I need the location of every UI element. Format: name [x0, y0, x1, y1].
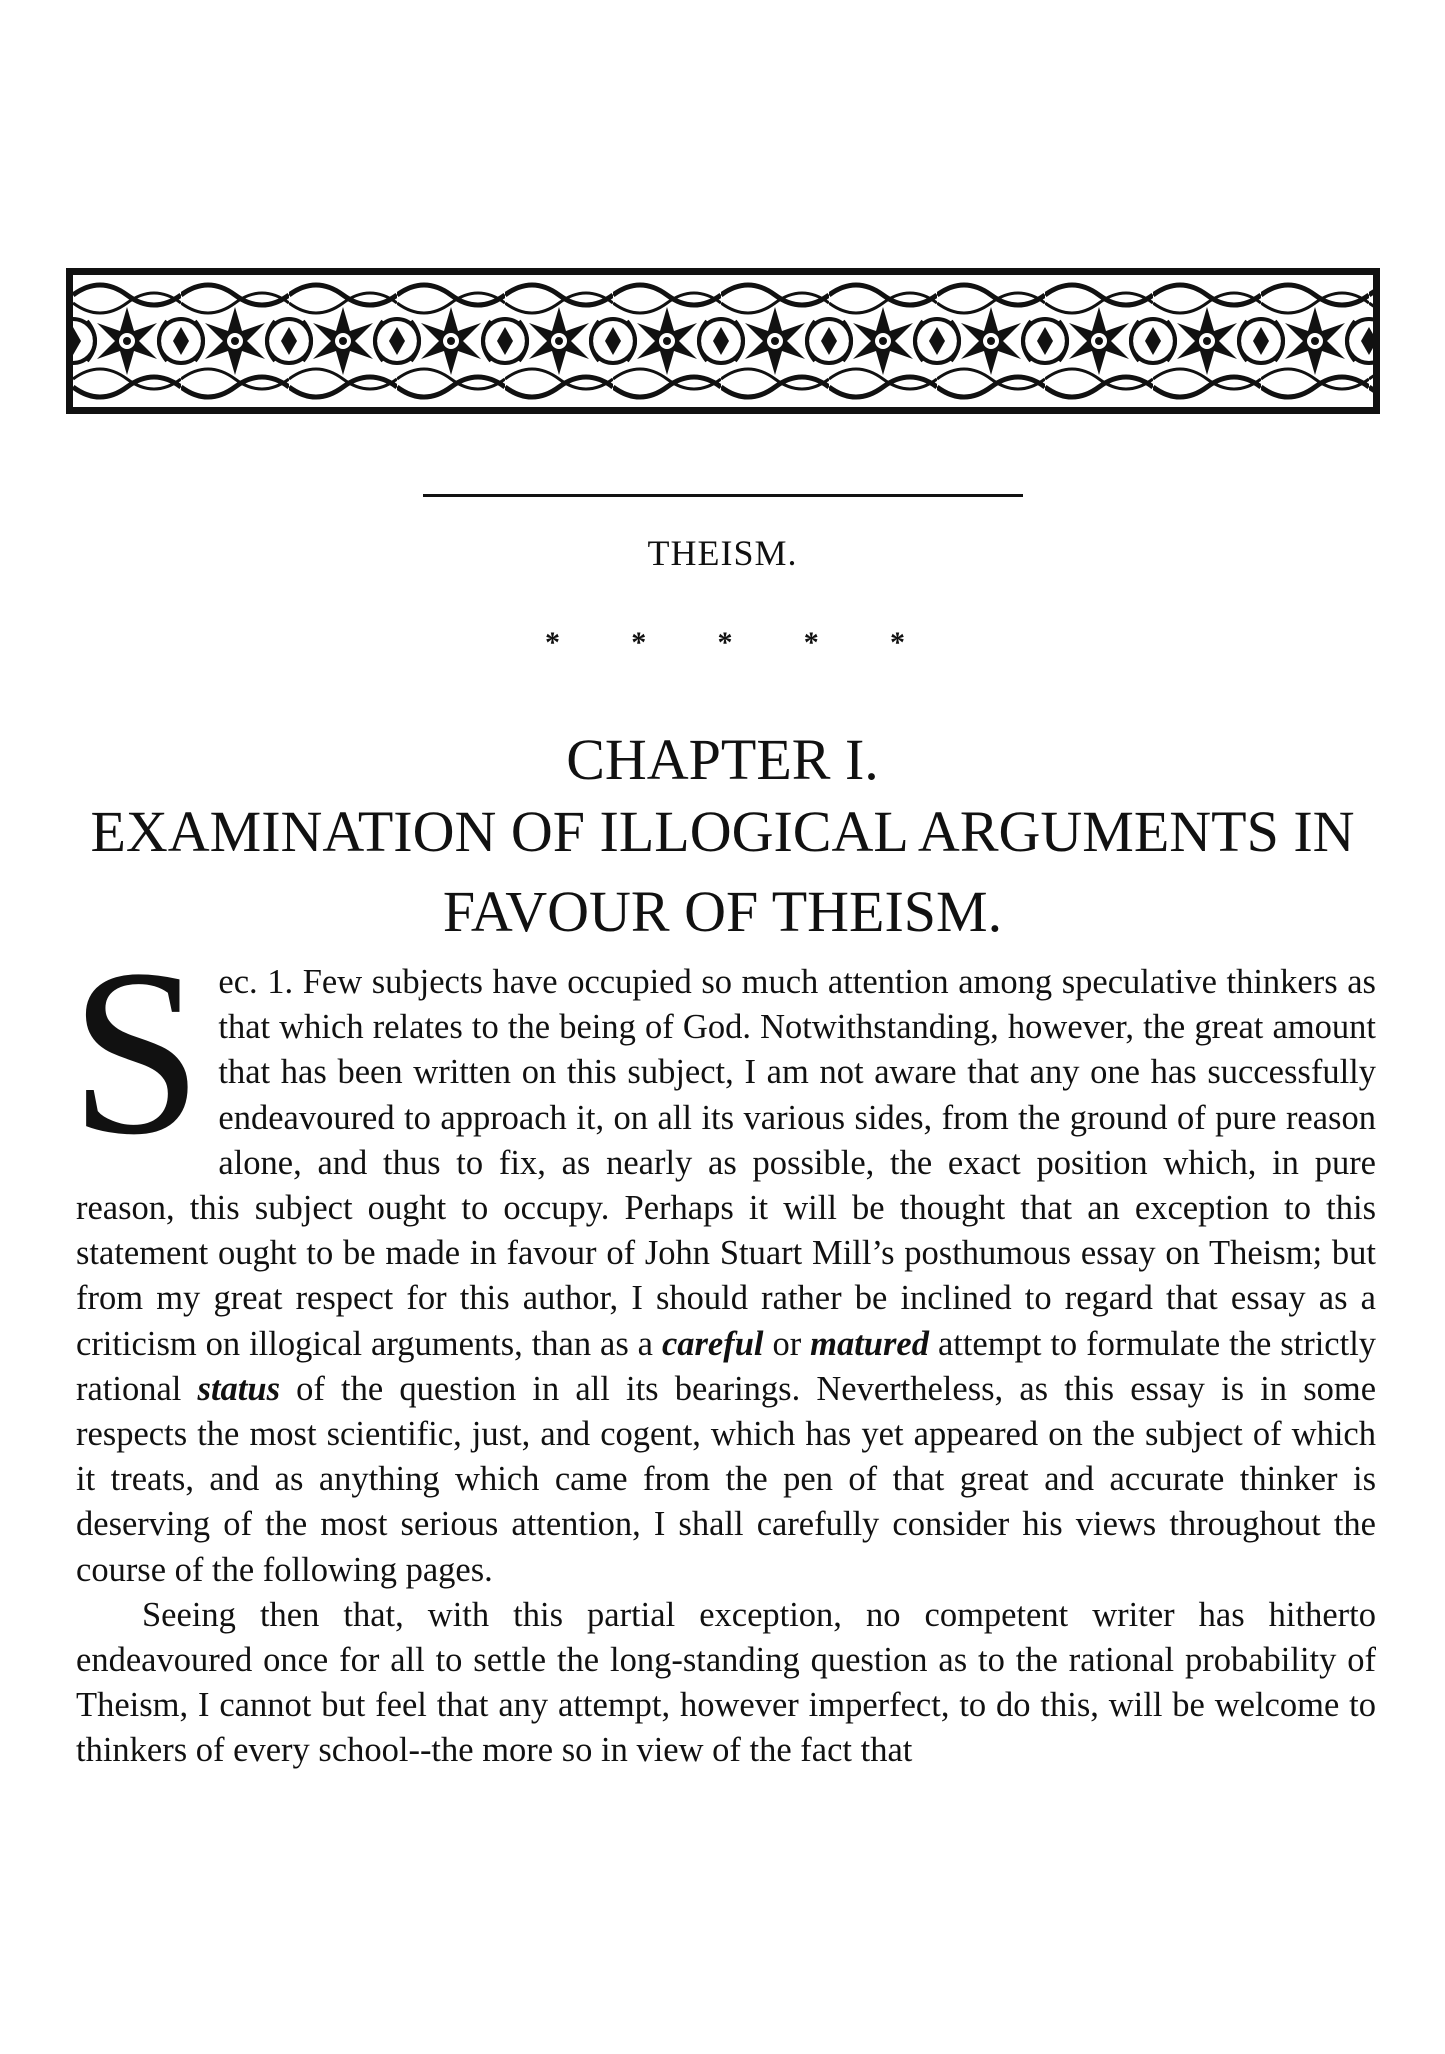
paragraph-1-text: attempt to formulate the strictly rational: [76, 1324, 1377, 1408]
body-text: [70, 921, 1377, 1774]
paragraph-1-text: ec. 1. Few subjects have occupied so much attention among speculative thinkers as that which relates to the being of God. Notwithstanding, however, the great amount that has been written on this subject, I am not aware that any one has successfully endeavoured to approach it, on all its various sides, from the ground of pure reason alone, and thus to fix, as nearly as possible, the exact position which, in pure reason, this subject ought to occupy. Perhaps it will be thought that an exception to this statement ought to be made in favour of John Stuart Mill’s posthumous essay on Theism; but from my great respect for this author, I should rather be inclined to regard that essay as a criticism on illogical arguments, than as a: [76, 963, 1376, 1363]
paragraph-1-text: of the question in all its bearings. Nevertheless, as this essay is in some respects the most scientific, just, and cogent, which has yet appeared on the subject of which it treats, and as anything which came from the pen of that great and accurate thinker is deserving of the most serious attention, I shall carefully consider his views throughout the course of the following pages.: [76, 1369, 1377, 1589]
chapter-title-line-1: EXAMINATION OF ILLOGICAL ARGUMENTS IN: [90, 799, 1355, 864]
decorative-headpiece: [66, 268, 1380, 414]
paragraph-1-text: or: [772, 1324, 802, 1363]
asterisk: *: [631, 626, 647, 659]
asterisk: *: [545, 626, 560, 659]
chapter-title: [60, 792, 1385, 952]
asterisk: *: [803, 626, 819, 659]
chapter-number: CHAPTER I.: [566, 727, 879, 792]
section-asterisks: [545, 626, 905, 660]
emphasis-matured: matured: [810, 1324, 929, 1363]
running-title: THEISM.: [647, 533, 798, 573]
paragraph-1: [70, 921, 1377, 1593]
emphasis-careful: careful: [661, 1324, 764, 1363]
ornament-pattern: [73, 275, 1373, 407]
drop-cap: S: [70, 921, 203, 1184]
horizontal-rule: [423, 494, 1023, 497]
asterisk: *: [890, 626, 905, 659]
chapter-title-line-2: FAVOUR OF THEISM.: [442, 879, 1003, 944]
asterisk: *: [717, 626, 733, 659]
paragraph-2: Seeing then that, with this partial exception, no competent writer has hitherto endeavoured once for all to settle the long-standing question as to the rational probability of Theism, I cannot but feel that any attempt, however imperfect, to do this, will be welcome to thinkers of every school--the more so in view of the fact that: [76, 1595, 1376, 1770]
emphasis-status: status: [197, 1369, 280, 1408]
